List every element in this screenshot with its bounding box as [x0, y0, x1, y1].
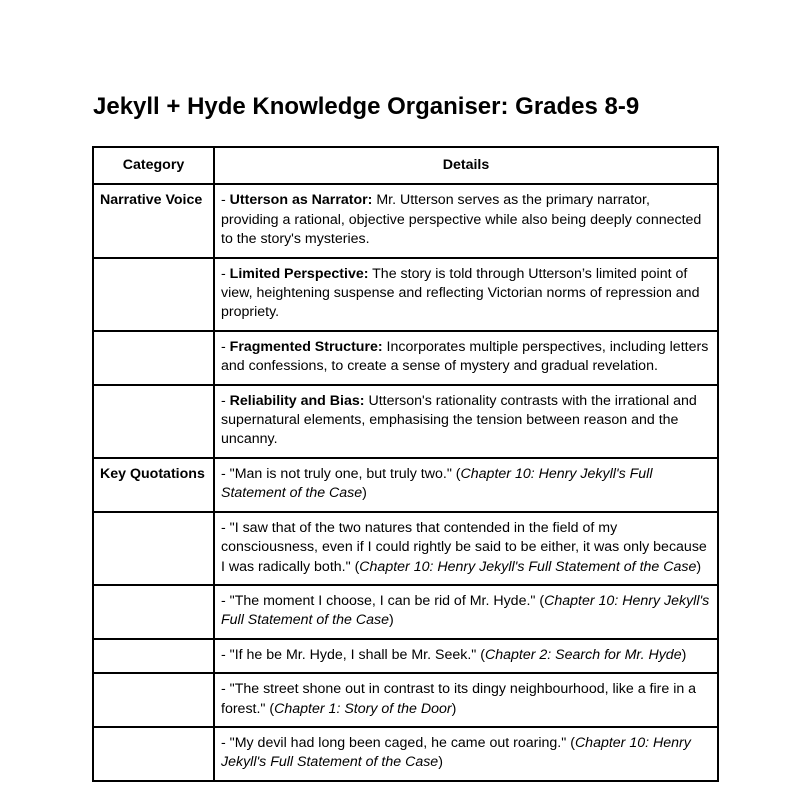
table-header-row	[93, 147, 718, 184]
detail-tail: )	[388, 612, 394, 629]
detail-citation: Chapter 1: Story of the Door	[274, 700, 452, 717]
category-cell	[93, 258, 214, 331]
detail-lead: - "The street shone out in contrast to its dingy neighbourhood, like a fire in a forest." (	[221, 681, 697, 717]
details-cell	[214, 258, 718, 331]
detail-lead: - "The moment I choose, I can be rid of Mr. Hyde." (	[221, 592, 545, 609]
detail-text: Utterson's rationality contrasts with the irrational and supernatural elements, emphasising the tension between reason and the uncanny.	[221, 392, 697, 448]
details-cell	[214, 727, 718, 781]
detail-lead: -	[221, 192, 230, 209]
detail-lead: - "My devil had long been caged, he came out roaring." (	[221, 734, 575, 751]
detail-tail: )	[362, 485, 367, 502]
details-cell	[214, 331, 718, 385]
detail-text: The story is told through Utterson’s limited point of view, heightening suspense and reflecting Victorian norms of repression and propriety.	[221, 265, 700, 321]
table-row	[93, 385, 718, 458]
detail-label: Reliability and Bias:	[229, 392, 365, 409]
details-cell	[214, 512, 718, 585]
table-row	[93, 458, 718, 512]
details-cell	[214, 184, 718, 257]
category-cell	[93, 585, 214, 639]
category-cell	[93, 385, 214, 458]
table-row	[93, 639, 718, 673]
detail-tail: )	[438, 754, 443, 771]
table-row	[93, 184, 718, 257]
detail-tail: )	[681, 646, 687, 663]
category-cell	[93, 331, 214, 385]
knowledge-table	[92, 146, 719, 782]
category-cell	[93, 673, 214, 727]
detail-lead: - "Man is not truly one, but truly two." (	[221, 465, 461, 482]
details-cell	[214, 585, 718, 639]
detail-citation: Chapter 10: Henry Jekyll's Full Statement of the Case	[221, 734, 691, 771]
category-cell	[93, 512, 214, 585]
detail-tail: )	[451, 700, 457, 717]
category-cell: Key Quotations	[93, 458, 214, 512]
details-cell	[214, 385, 718, 458]
detail-label: Limited Perspective:	[229, 265, 369, 282]
table-row	[93, 727, 718, 781]
detail-lead: - "I saw that of the two natures that contended in the field of my consciousness, even if I could rightly be said to be either, it was only because I was radically both." (	[221, 519, 707, 575]
detail-citation: Chapter 2: Search for Mr. Hyde	[484, 646, 682, 663]
detail-text: Incorporates multiple perspectives, including letters and confessions, to create a sense of mystery and gradual revelation.	[221, 338, 709, 375]
detail-lead: -	[221, 338, 230, 355]
detail-lead: - "If he be Mr. Hyde, I shall be Mr. Seek." (	[221, 646, 485, 663]
detail-label: Fragmented Structure:	[229, 338, 383, 355]
details-cell	[214, 673, 718, 727]
page-title: Jekyll + Hyde Knowledge Organiser: Grades 8-9	[93, 93, 640, 120]
category-cell: Narrative Voice	[93, 184, 214, 257]
detail-citation: Chapter 10: Henry Jekyll's Full Statement of the Case	[221, 592, 710, 629]
table-row	[93, 585, 718, 639]
header-category: Category	[93, 147, 214, 184]
detail-citation: Chapter 10: Henry Jekyll's Full Statement of the Case	[359, 558, 697, 575]
table-row	[93, 258, 718, 331]
detail-lead: -	[221, 392, 230, 409]
detail-text: Mr. Utterson serves as the primary narrator, providing a rational, objective perspective while also being deeply connected to the story's mysteries.	[221, 192, 702, 248]
detail-tail: )	[696, 558, 702, 575]
details-cell	[214, 458, 718, 512]
header-details: Details	[214, 147, 718, 184]
table-row	[93, 673, 718, 727]
details-cell	[214, 639, 718, 673]
detail-label: Utterson as Narrator:	[229, 192, 373, 209]
table-row	[93, 331, 718, 385]
category-cell	[93, 727, 214, 781]
detail-citation: Chapter 10: Henry Jekyll's Full Statement of the Case	[221, 465, 653, 502]
table-row	[93, 512, 718, 585]
detail-lead: -	[221, 265, 230, 282]
category-cell	[93, 639, 214, 673]
